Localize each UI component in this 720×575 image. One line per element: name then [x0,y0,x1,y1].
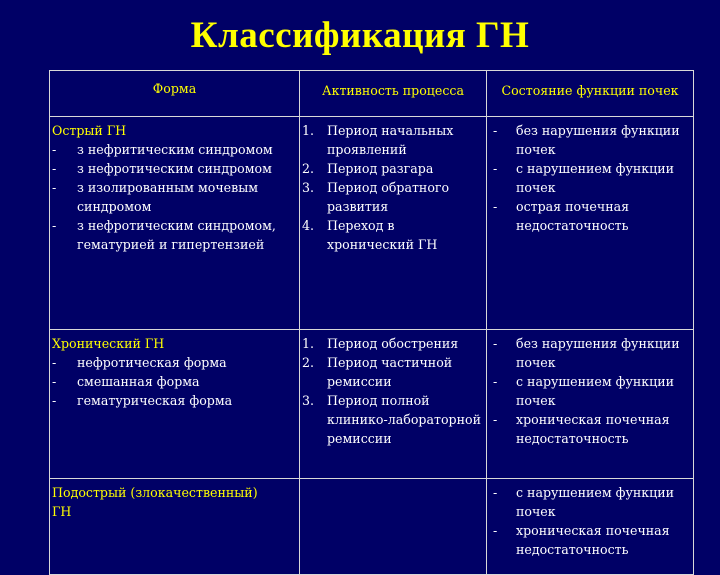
kidney-item: - с нарушением функции почек [493,374,675,408]
form-item: - з нефротическим синдромом [52,161,272,176]
kidney-item: - острая почечная недостаточность [493,199,630,233]
form-item: - нефротическая форма [52,355,227,370]
kidney-item: - без нарушения функции почек [493,336,680,370]
kidney-cell [487,117,694,330]
activity-item: 2. Период частичной ремиссии [302,355,453,389]
table-row-chronic [50,330,694,479]
form-cell [50,479,300,575]
kidney-item: - с нарушением функции почек [493,161,675,195]
form-item: - з нефритическим синдромом [52,142,273,157]
activity-item: 1. Период начальных проявлений [302,123,454,157]
form-cell [50,117,300,330]
form-title: Подострый (злокачественный) ГН [52,485,258,519]
form-item: - гематурическая форма [52,393,233,408]
kidney-item: - хроническая почечная недостаточность [493,523,670,557]
form-title: Острый ГН [52,123,127,138]
form-item: - з нефротическим синдромом, гематурией и гипертензией [52,218,276,252]
kidney-item: - хроническая почечная недостаточность [493,412,670,446]
kidney-item: - с нарушением функции почек [493,485,675,519]
classification-table [49,70,694,575]
activity-cell [300,479,487,575]
header-form: Форма [50,71,300,117]
activity-item: 3. Период полной клинико-лабораторной ремиссии [302,393,481,446]
table-row-acute [50,117,694,330]
kidney-item: - без нарушения функции почек [493,123,680,157]
activity-item: 4. Переход в хронический ГН [302,218,438,252]
activity-item: 3. Период обратного развития [302,180,450,214]
form-title: Хронический ГН [52,336,165,351]
kidney-cell [487,479,694,575]
table-row-subacute [50,479,694,575]
form-cell [50,330,300,479]
page-title: Классификация ГН [190,15,530,56]
kidney-cell [487,330,694,479]
header-kidney-function: Состояние функции почек [487,71,694,117]
form-item: - смешанная форма [52,374,200,389]
activity-cell [300,330,487,479]
activity-item: 1. Период обострения [302,336,459,351]
activity-cell [300,117,487,330]
table-header-row [50,71,694,117]
header-activity: Активность процесса [300,71,487,117]
form-item: - з изолированным мочевым синдромом [52,180,259,214]
activity-item: 2. Период разгара [302,161,434,176]
